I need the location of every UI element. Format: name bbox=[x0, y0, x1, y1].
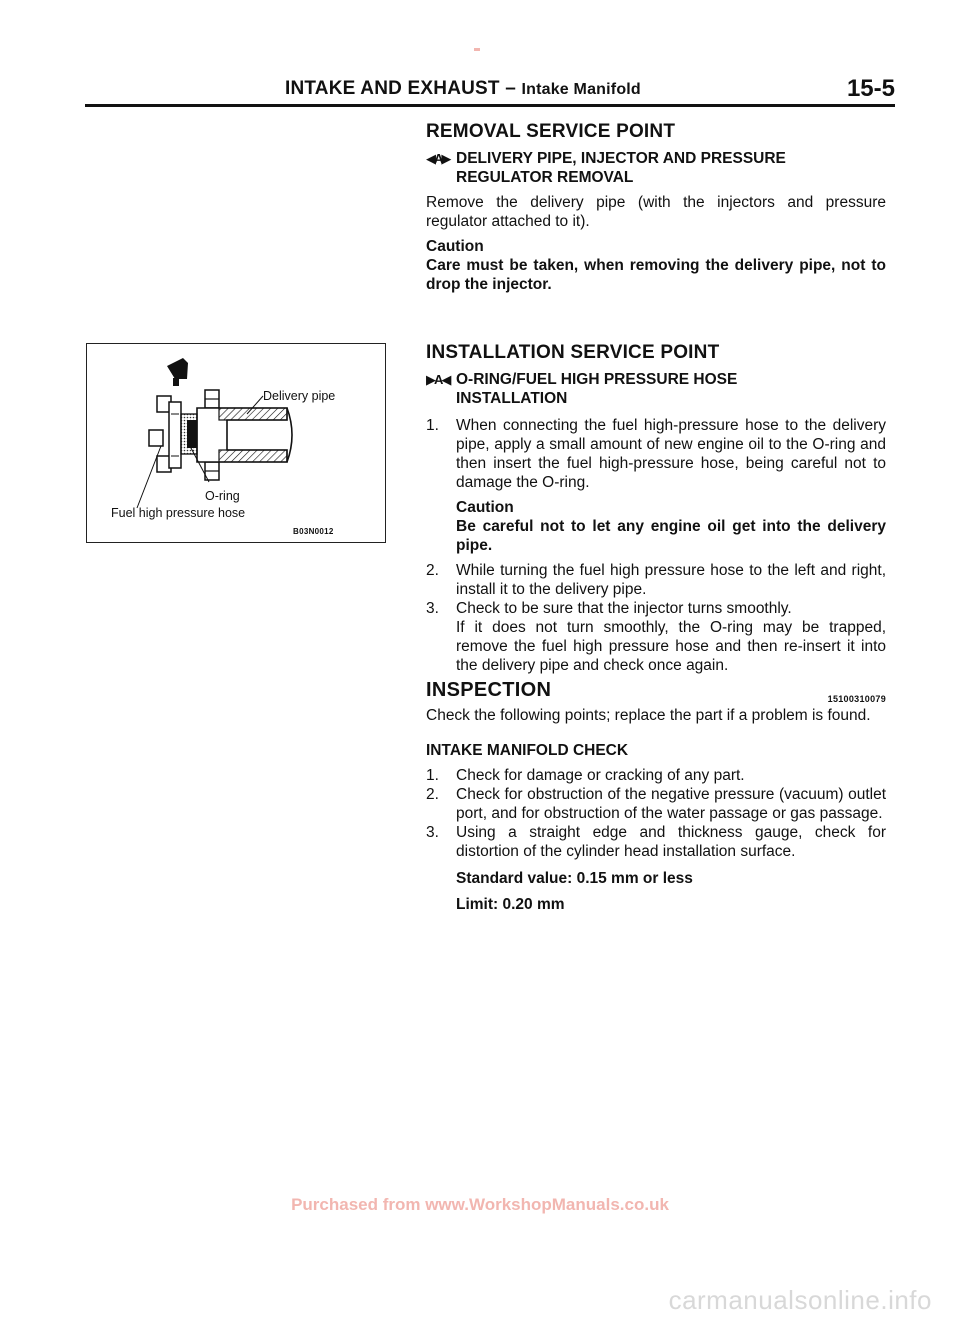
inspection-heading: INSPECTION bbox=[426, 679, 552, 701]
inspection-step: 1. Check for damage or cracking of any part. bbox=[426, 767, 745, 784]
installation-step: 1. When connecting the fuel high-pressure hose to the delivery pipe, apply a small amount of new engine oil to the O-ring and then insert the fuel high-pressure hose, being careful not to damage the O-ring. bbox=[426, 417, 886, 491]
top-mark bbox=[474, 48, 480, 51]
standard-value: Standard value: 0.15 mm or less bbox=[456, 870, 693, 887]
delivery-pipe-shape bbox=[197, 390, 292, 480]
inspection-section bbox=[426, 681, 886, 914]
hose-fitting-shape bbox=[149, 396, 197, 472]
removal-caution-text: Care must be taken, when removing the delivery pipe, not to drop the injector. bbox=[426, 257, 886, 293]
installation-heading: INSTALLATION SERVICE POINT bbox=[426, 342, 720, 363]
installation-subheading: ▶A◀ O-RING/FUEL HIGH PRESSURE HOSE INSTALLATION bbox=[426, 371, 738, 407]
installation-step: 2. While turning the fuel high pressure hose to the left and right, install it to the delivery pipe. bbox=[426, 562, 886, 598]
limit-value: Limit: 0.20 mm bbox=[456, 896, 565, 913]
installation-section bbox=[426, 343, 886, 675]
removal-subheading: ◀A▶ DELIVERY PIPE, INJECTOR AND PRESSURE REGULATOR REMOVAL bbox=[426, 150, 786, 186]
inspection-code: 15100310079 bbox=[827, 694, 886, 704]
purchased-footer: Purchased from www.WorkshopManuals.co.uk bbox=[291, 1195, 669, 1214]
installation-caution-label: Caution bbox=[456, 499, 514, 516]
oil-can-icon bbox=[167, 358, 188, 386]
removal-heading: REMOVAL SERVICE POINT bbox=[426, 121, 676, 142]
installation-step: 3. Check to be sure that the injector turns smoothly. bbox=[426, 600, 792, 617]
inspection-step: 3. Using a straight edge and thickness gauge, check for distortion of the cylinder head installation surface. bbox=[426, 824, 886, 860]
page-number: 15-5 bbox=[846, 75, 895, 102]
watermark: carmanualsonline.info bbox=[668, 1285, 932, 1315]
page-header bbox=[85, 75, 895, 104]
install-mark-icon: ▶A◀ bbox=[426, 372, 450, 387]
remove-mark-icon: ◀A▶ bbox=[426, 151, 450, 166]
label-o-ring: O-ring bbox=[205, 489, 240, 503]
delivery-pipe-figure bbox=[86, 343, 386, 543]
removal-caution-label: Caution bbox=[426, 238, 484, 255]
inspection-intro: Check the following points; replace the part if a problem is found. bbox=[426, 707, 871, 724]
label-fuel-hose: Fuel high pressure hose bbox=[111, 506, 246, 520]
installation-caution-text: Be careful not to let any engine oil get into the delivery pipe. bbox=[456, 518, 886, 554]
inspection-step: 2. Check for obstruction of the negative pressure (vacuum) outlet port, and for obstruction of the water passage or gas passage. bbox=[426, 786, 886, 822]
removal-body: Remove the delivery pipe (with the injectors and pressure regulator attached to it). bbox=[426, 194, 886, 230]
page-title: INTAKE AND EXHAUST – Intake Manifold bbox=[285, 78, 641, 99]
figure-code: B03N0012 bbox=[293, 527, 334, 536]
removal-section bbox=[426, 122, 886, 294]
installation-step3-extra: If it does not turn smoothly, the O-ring may be trapped, remove the fuel high pressure hose and then re-insert it into the delivery pipe and check once again. bbox=[456, 619, 886, 674]
header-rule bbox=[85, 104, 895, 107]
inspection-subheading: INTAKE MANIFOLD CHECK bbox=[426, 742, 629, 759]
page-subtitle: Intake Manifold bbox=[521, 81, 641, 98]
label-delivery-pipe: Delivery pipe bbox=[263, 389, 336, 403]
